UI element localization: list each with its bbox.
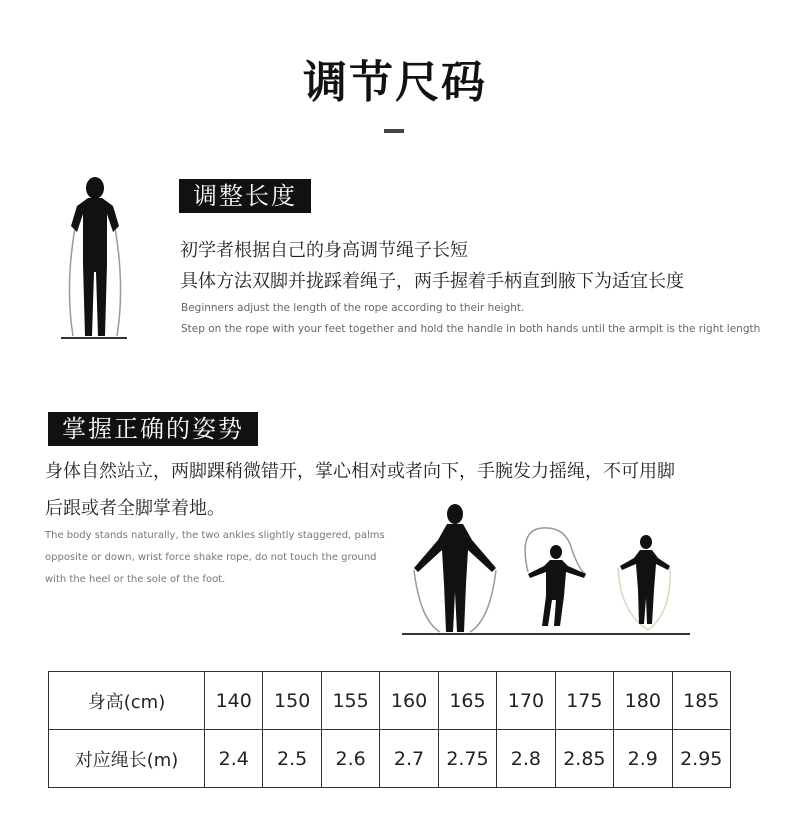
section2-text-line2: 后跟或者全脚掌着地。: [45, 498, 225, 519]
section1-en-line1: Beginners adjust the length of the rope according to their height.: [181, 302, 525, 314]
section2-text-line1: 身体自然站立，两脚踝稍微错开，掌心相对或者向下，手腕发力摇绳，不可用脚: [45, 461, 675, 482]
table-cell: 2.75: [438, 730, 496, 788]
table-cell: 2.8: [497, 730, 555, 788]
section1-text-line1: 初学者根据自己的身高调节绳子长短: [180, 240, 468, 261]
title-divider: [384, 129, 404, 133]
table-cell: 2.5: [263, 730, 321, 788]
table-cell: 155: [321, 672, 379, 730]
table-cell: 2.6: [321, 730, 379, 788]
section-tag-correct-posture: 掌握正确的姿势: [48, 412, 258, 446]
table-cell: 2.85: [555, 730, 613, 788]
table-cell: 175: [555, 672, 613, 730]
table-row-rope-length: [49, 730, 731, 788]
table-cell: 170: [497, 672, 555, 730]
section-tag-adjust-length: 调整长度: [179, 179, 311, 213]
table-cell: 2.9: [614, 730, 672, 788]
table-cell: 2.7: [380, 730, 438, 788]
table-cell: 160: [380, 672, 438, 730]
table-cell: 165: [438, 672, 496, 730]
table-cell: 185: [672, 672, 731, 730]
section2-en-line1: The body stands naturally, the two ankles slightly staggered, palms: [45, 530, 385, 541]
section2-en-line3: with the heel or the sole of the foot.: [45, 574, 226, 585]
section2-en-line2: opposite or down, wrist force shake rope, do not touch the ground: [45, 552, 377, 563]
section1-en-line2: Step on the rope with your feet together and hold the handle in both hands until the armpit is the right length: [181, 323, 761, 335]
table-cell: 180: [614, 672, 672, 730]
page-title: 调节尺码: [303, 57, 487, 108]
table-cell: 140: [205, 672, 263, 730]
section1-text-line2: 具体方法双脚并拢踩着绳子，两手握着手柄直到腋下为适宜长度: [180, 271, 684, 292]
table-cell: 2.4: [205, 730, 263, 788]
table-cell: 2.95: [672, 730, 731, 788]
table-row-height: [49, 672, 731, 730]
standing-rope-figure-icon: [55, 176, 135, 344]
table-cell: 150: [263, 672, 321, 730]
row-label-height: 身高(cm): [49, 672, 205, 730]
jump-rope-posture-figures-icon: [400, 500, 700, 640]
size-table: [48, 671, 731, 788]
row-label-rope-length: 对应绳长(m): [49, 730, 205, 788]
